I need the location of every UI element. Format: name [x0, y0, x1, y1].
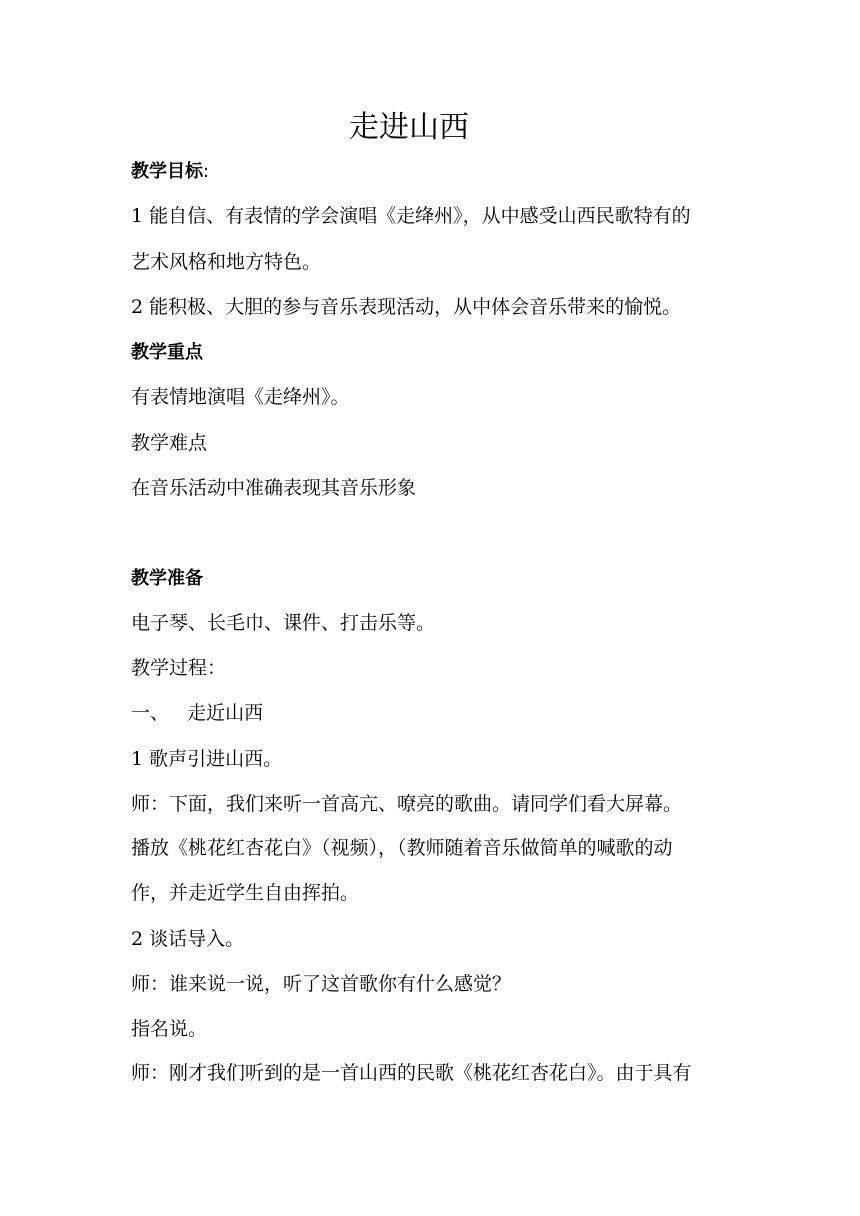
- objectives-heading-colon: :: [203, 161, 210, 182]
- process-heading: 教学过程：: [131, 657, 227, 679]
- call-on-line: 指名说。: [131, 1018, 208, 1040]
- difficulty-heading: 教学难点: [131, 432, 208, 454]
- teacher-line-2: 师：谁来说一说，听了这首歌你有什么感觉？: [131, 973, 512, 995]
- objectives-heading-text: 教学目标: [131, 161, 203, 182]
- preparation-text: 电子琴、长毛巾、课件、打击乐等。: [131, 612, 436, 634]
- step-2: 2 谈话导入。: [131, 928, 245, 950]
- objectives-heading: [131, 157, 771, 187]
- play-line-2: 作，并走近学生自由挥拍。: [131, 882, 360, 904]
- objective-2: 2 能积极、大胆的参与音乐表现活动，从中体会音乐带来的愉悦。: [131, 296, 682, 318]
- key-points-text: 有表情地演唱《走绛州》。: [131, 386, 350, 408]
- section-1-heading: 一、 走近山西: [131, 702, 264, 724]
- objective-1-line-1: 1 能自信、有表情的学会演唱《走绛州》，从中感受山西民歌特有的: [131, 205, 691, 227]
- teacher-line-3: 师：刚才我们听到的是一首山西的民歌《桃花红杏花白》。由于具有: [131, 1062, 692, 1084]
- objective-1-line-2: 艺术风格和地方特色。: [131, 251, 322, 273]
- teacher-line-1: 师：下面，我们来听一首高亢、嘹亮的歌曲。请同学们看大屏幕。: [131, 793, 683, 815]
- play-line-1: 播放《桃花红杏花白》（视频），（教师随着音乐做简单的喊歌的动: [131, 837, 673, 859]
- step-1: 1 歌声引进山西。: [131, 748, 283, 770]
- key-points-heading: 教学重点: [131, 342, 203, 363]
- difficulty-text: 在音乐活动中准确表现其音乐形象: [131, 477, 417, 499]
- document-title: 走进山西: [349, 110, 469, 145]
- preparation-heading: 教学准备: [131, 568, 203, 589]
